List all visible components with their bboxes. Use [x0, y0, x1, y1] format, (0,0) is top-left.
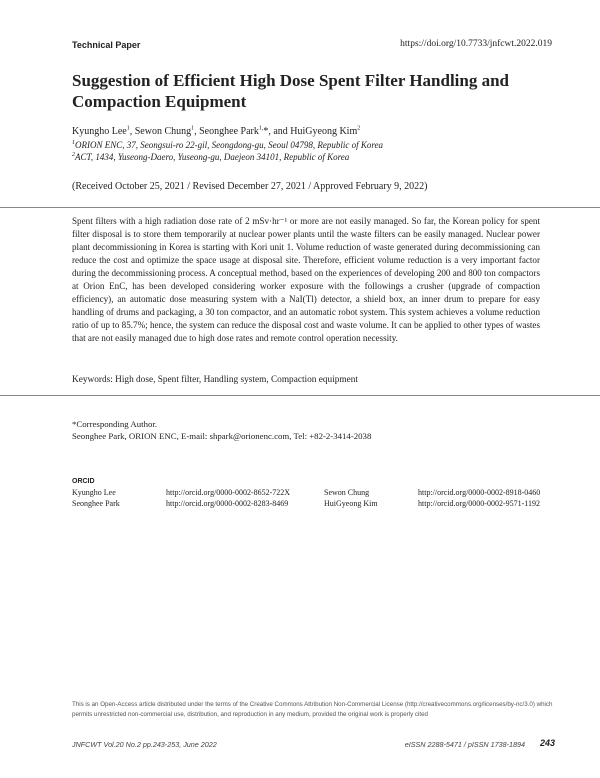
affiliation-text: ORION ENC, 37, Seongsui-ro 22-gil, Seongdong-gu, Seoul 04798, Republic of Korea — [75, 140, 384, 150]
author-name: Kyungho Lee — [72, 126, 127, 137]
abstract-text: Spent filters with a high radiation dose rate of 2 mSv·hr⁻¹ or more are not easily managed. So far, the Korean policy for spent filter disposal is to store them temporarily at nuclear power plants until the waste filters can be easily managed. Nuclear power plant decommissioning in Korea is starting with Kori unit 1. Volume reduction of waste generated during decommissioning can reduce the cost and optimize the space usage at disposal site. Therefore, efficient volume reduction is a very important factor during the decommissioning process. A conceptual method, based on the experiences of developing 200 and 800 ton compactors at Orion EnC, has been developed considering worker exposure with the followings a crusher (upgrade of compaction efficiency), an automatic dose measuring system with a NaI(Tl) detector, a shield box, an inner drum to prepare for easy handling of drums and packaging, a 30 ton compactor, and an automatic robot system. This system achieves a volume reduction ratio of up to 85.7%; hence, the system can reduce the disposal cost and waste volume. It can be applied to other types of wastes that are not easily managed due to high dose rates and remote control operation necessity. — [72, 216, 540, 343]
divider-bottom — [0, 395, 600, 396]
corresponding-label: *Corresponding Author. — [72, 419, 158, 429]
corresponding-details: Seonghee Park, ORION ENC, E-mail: shpark@orionenc.com, Tel: +82-2-3414-2038 — [72, 430, 372, 441]
author-affil-sup: 1 — [126, 125, 130, 132]
affiliation-1 — [72, 139, 383, 151]
orcid-link[interactable]: http://orcid.org/0000-0002-8918-0460 — [418, 488, 541, 497]
received-dates: (Received October 25, 2021 / Revised December 27, 2021 / Approved February 9, 2022) — [72, 181, 428, 192]
corresponding-mark: * — [263, 126, 269, 137]
author-affil-sup: 2 — [357, 125, 361, 132]
affiliation-2 — [72, 151, 349, 163]
title-line-2: Compaction Equipment — [72, 92, 247, 111]
divider-top — [0, 207, 600, 208]
author-affil-sup: 1 — [191, 125, 195, 132]
author-list — [72, 125, 360, 138]
affiliation-sup: 2 — [72, 152, 75, 158]
orcid-link[interactable]: http://orcid.org/0000-0002-8283-8469 — [166, 499, 289, 508]
orcid-author-name: HuiGyeong Kim — [324, 499, 378, 508]
orcid-link[interactable]: http://orcid.org/0000-0002-9571-1192 — [418, 499, 540, 508]
doi-link[interactable]: https://doi.org/10.7733/jnfcwt.2022.019 — [400, 39, 552, 49]
corresponding-author — [72, 419, 371, 442]
orcid-author-name: Kyungho Lee — [72, 488, 116, 497]
affiliation-text: ACT, 1434, Yuseong-Daero, Yuseong-gu, Daejeon 34101, Republic of Korea — [75, 152, 350, 162]
license-notice: This is an Open-Access article distributed under the terms of the Creative Commons Attribution Non-Commercial License (http://creativecommons.org/licenses/by-nc/3.0) which permits unrestricted non-commercial use, distribution, and reproduction in any medium, provided the original work is properly cited — [72, 701, 553, 718]
page-number: 243 — [539, 738, 555, 748]
keywords: Keywords: High dose, Spent filter, Handling system, Compaction equipment — [72, 375, 358, 385]
orcid-link[interactable]: http://orcid.org/0000-0002-8652-722X — [166, 488, 291, 497]
orcid-heading: ORCID — [72, 478, 95, 485]
orcid-row — [72, 499, 552, 511]
paper-title — [72, 70, 542, 112]
author-affil-sup: 1, — [258, 125, 264, 132]
orcid-author-name: Seonghee Park — [72, 499, 120, 508]
title-line-1: Suggestion of Efficient High Dose Spent Filter Handling and — [72, 71, 510, 90]
author-name: , Seonghee Park — [194, 126, 259, 137]
affiliation-sup: 1 — [72, 140, 75, 146]
journal-citation: JNFCWT Vol.20 No.2 pp.243-253, June 2022 — [72, 740, 217, 749]
orcid-author-name: Sewon Chung — [324, 488, 370, 497]
author-name: , and HuiGyeong Kim — [268, 126, 358, 137]
author-name: , Sewon Chung — [129, 126, 192, 137]
article-category: Technical Paper — [72, 40, 141, 50]
issn-info: eISSN 2288-5471 / pISSN 1738-1894 — [404, 740, 525, 749]
